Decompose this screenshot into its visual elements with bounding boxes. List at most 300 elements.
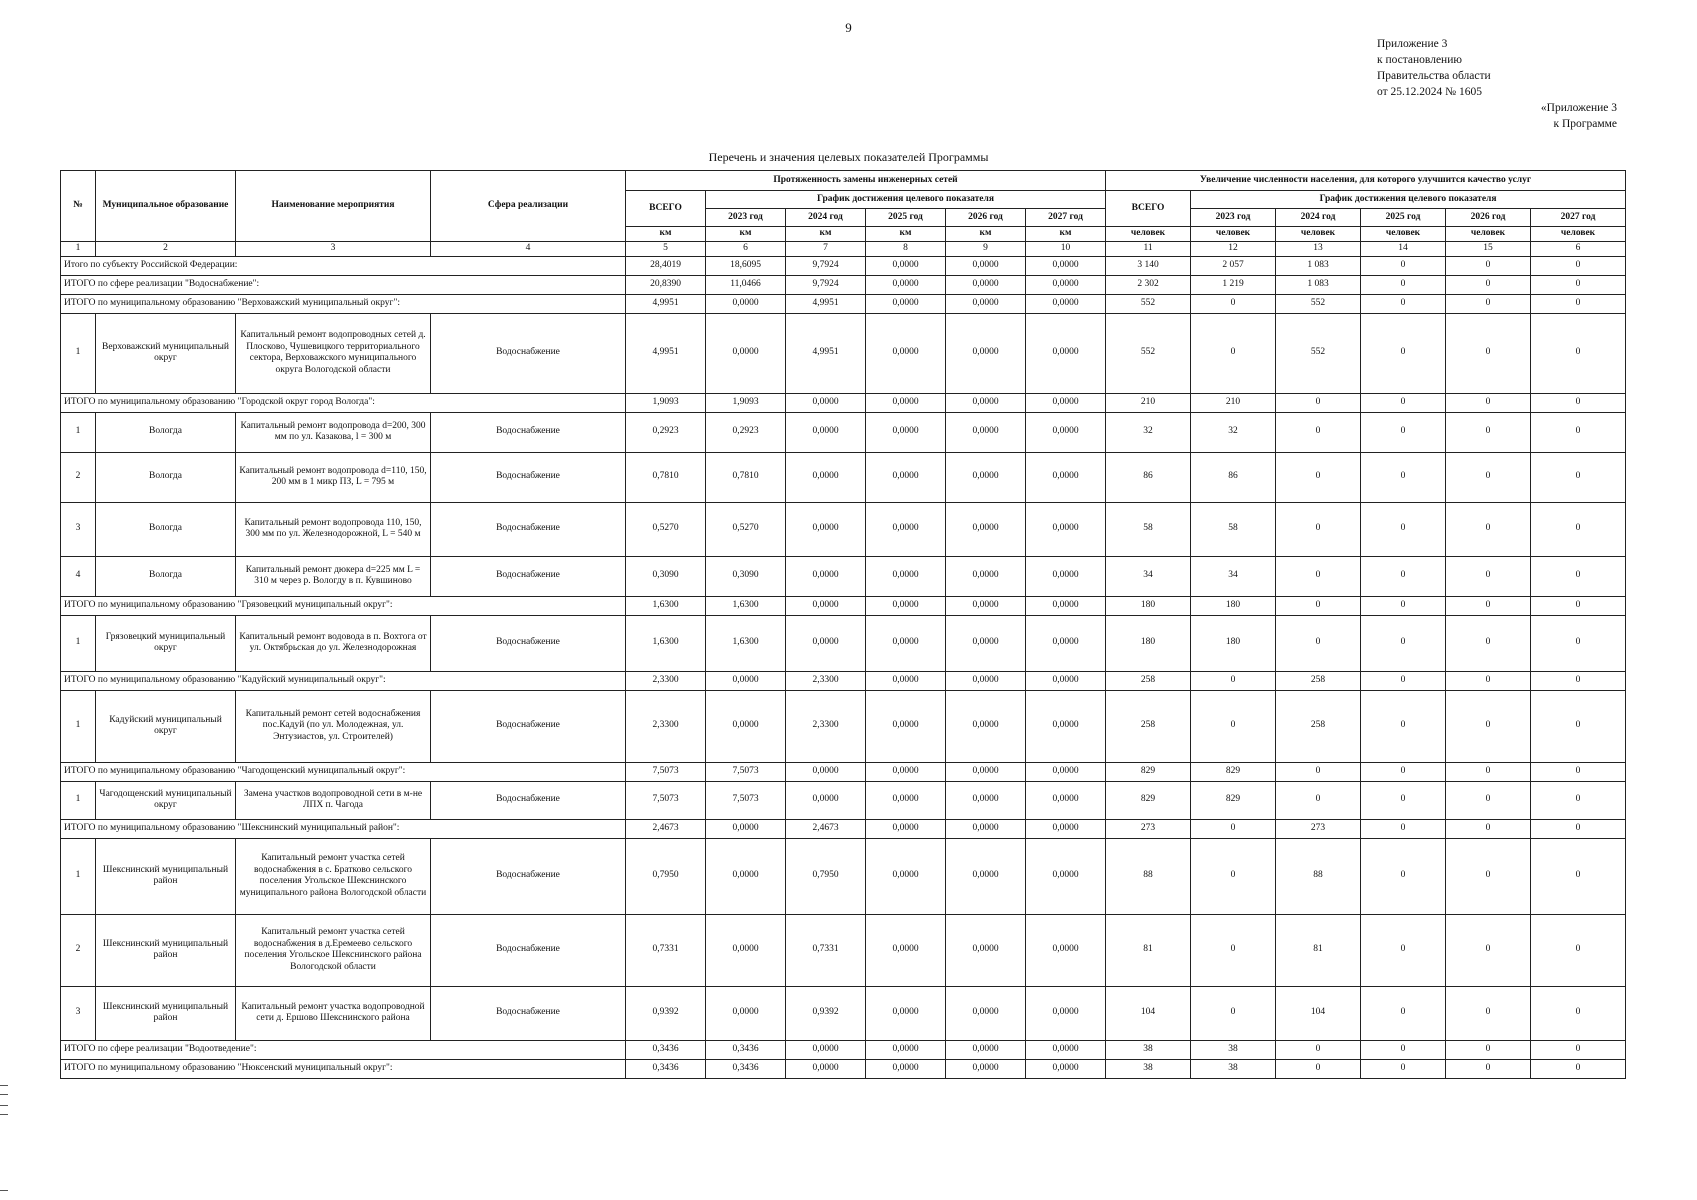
population-value-cell: 0: [1276, 452, 1361, 502]
sphere-cell: Водоснабжение: [431, 313, 626, 393]
population-value-cell: 0: [1446, 819, 1531, 838]
population-value-cell: 0: [1446, 502, 1531, 556]
row-number: 3: [61, 986, 96, 1040]
subtotal-label: ИТОГО по муниципальному образованию "Шекснинский муниципальный район":: [61, 819, 626, 838]
length-value-cell: 0,0000: [1026, 256, 1106, 275]
row-number: 1: [61, 838, 96, 914]
length-value-cell: 0,0000: [706, 294, 786, 313]
municipality-cell: Шекснинский муниципальный район: [96, 838, 236, 914]
population-value-cell: 0: [1531, 819, 1626, 838]
population-value-cell: 0: [1446, 256, 1531, 275]
population-value-cell: 0: [1446, 596, 1531, 615]
length-value-cell: 0,0000: [786, 452, 866, 502]
population-value-cell: 38: [1191, 1040, 1276, 1059]
column-number: 11: [1106, 242, 1191, 257]
appendix-program-line: к Программе: [1553, 118, 1617, 130]
population-value-cell: 0: [1446, 393, 1531, 412]
length-value-cell: 0,0000: [786, 1059, 866, 1078]
header-unit-people: человек: [1276, 227, 1361, 242]
length-value-cell: 0,0000: [866, 615, 946, 671]
population-value-cell: 34: [1191, 556, 1276, 596]
municipality-cell: Вологда: [96, 556, 236, 596]
header-schedule-people: График достижения целевого показателя: [1191, 191, 1626, 209]
population-value-cell: 0: [1276, 1059, 1361, 1078]
length-value-cell: 0,0000: [1026, 596, 1106, 615]
sphere-cell: Водоснабжение: [431, 914, 626, 986]
column-number: 6: [1531, 242, 1626, 257]
indicators-table: [60, 170, 1626, 1079]
length-value-cell: 0,0000: [1026, 502, 1106, 556]
sphere-cell: Водоснабжение: [431, 452, 626, 502]
header-population-group: Увеличение численности населения, для которого улучшится качество услуг: [1106, 171, 1626, 191]
column-number: 14: [1361, 242, 1446, 257]
table-row: [61, 838, 1626, 914]
population-value-cell: 0: [1531, 762, 1626, 781]
population-value-cell: 104: [1276, 986, 1361, 1040]
length-value-cell: 0,0000: [866, 556, 946, 596]
length-value-cell: 0,7331: [626, 914, 706, 986]
header-unit-people: человек: [1106, 227, 1191, 242]
header-schedule-km: График достижения целевого показателя: [706, 191, 1106, 209]
header-unit-people: человек: [1191, 227, 1276, 242]
population-value-cell: 0: [1361, 452, 1446, 502]
subtotal-label: ИТОГО по муниципальному образованию "Верховажский муниципальный округ":: [61, 294, 626, 313]
length-value-cell: 0,0000: [946, 313, 1026, 393]
length-value-cell: 0,0000: [706, 313, 786, 393]
population-value-cell: 1 083: [1276, 275, 1361, 294]
length-value-cell: 0,0000: [946, 690, 1026, 762]
population-value-cell: 0: [1276, 762, 1361, 781]
length-value-cell: 0,0000: [866, 819, 946, 838]
municipality-cell: Вологда: [96, 502, 236, 556]
population-value-cell: 0: [1276, 502, 1361, 556]
subtotal-label: ИТОГО по сфере реализации "Водоснабжение":: [61, 275, 626, 294]
subtotal-label: ИТОГО по муниципальному образованию "Городской округ город Вологда":: [61, 393, 626, 412]
length-value-cell: 0,0000: [1026, 781, 1106, 819]
row-number: 1: [61, 615, 96, 671]
population-value-cell: 0: [1191, 819, 1276, 838]
table-row: [61, 690, 1626, 762]
length-value-cell: 0,0000: [866, 313, 946, 393]
length-value-cell: 0,0000: [706, 914, 786, 986]
length-value-cell: 18,6095: [706, 256, 786, 275]
population-value-cell: 0: [1446, 452, 1531, 502]
population-value-cell: 0: [1446, 986, 1531, 1040]
column-number: 9: [946, 242, 1026, 257]
population-value-cell: 829: [1191, 762, 1276, 781]
length-value-cell: 2,4673: [626, 819, 706, 838]
population-value-cell: 552: [1276, 313, 1361, 393]
length-value-cell: 0,0000: [866, 275, 946, 294]
length-value-cell: 0,0000: [1026, 556, 1106, 596]
length-value-cell: 0,0000: [1026, 275, 1106, 294]
table-body: [61, 256, 1626, 1078]
length-value-cell: 11,0466: [706, 275, 786, 294]
row-number: 2: [61, 452, 96, 502]
population-value-cell: 88: [1276, 838, 1361, 914]
length-value-cell: 1,6300: [706, 615, 786, 671]
population-value-cell: 273: [1106, 819, 1191, 838]
column-number: 8: [866, 242, 946, 257]
header-unit-people: человек: [1531, 227, 1626, 242]
column-number: 13: [1276, 242, 1361, 257]
population-value-cell: 0: [1446, 294, 1531, 313]
header-unit-people: человек: [1446, 227, 1531, 242]
length-value-cell: 0,3436: [706, 1059, 786, 1078]
population-value-cell: 0: [1446, 615, 1531, 671]
population-value-cell: 0: [1446, 1059, 1531, 1078]
population-value-cell: 2 302: [1106, 275, 1191, 294]
length-value-cell: 0,0000: [866, 986, 946, 1040]
population-value-cell: 58: [1191, 502, 1276, 556]
population-value-cell: 0: [1191, 313, 1276, 393]
length-value-cell: 0,0000: [1026, 452, 1106, 502]
population-value-cell: 0: [1276, 556, 1361, 596]
length-value-cell: 0,2923: [626, 412, 706, 452]
length-value-cell: 0,0000: [946, 294, 1026, 313]
length-value-cell: 0,0000: [946, 819, 1026, 838]
population-value-cell: 0: [1531, 838, 1626, 914]
population-value-cell: 0: [1361, 986, 1446, 1040]
population-value-cell: 0: [1361, 275, 1446, 294]
subtotal-row: [61, 393, 1626, 412]
sphere-cell: Водоснабжение: [431, 838, 626, 914]
population-value-cell: 0: [1361, 502, 1446, 556]
length-value-cell: 0,0000: [946, 615, 1026, 671]
population-value-cell: 0: [1361, 412, 1446, 452]
length-value-cell: 0,0000: [866, 762, 946, 781]
length-value-cell: 0,0000: [706, 819, 786, 838]
length-value-cell: 0,0000: [866, 294, 946, 313]
length-value-cell: 1,9093: [706, 393, 786, 412]
population-value-cell: 0: [1276, 781, 1361, 819]
municipality-cell: Вологда: [96, 452, 236, 502]
length-value-cell: 0,0000: [866, 838, 946, 914]
population-value-cell: 0: [1531, 615, 1626, 671]
length-value-cell: 0,0000: [866, 914, 946, 986]
population-value-cell: 38: [1106, 1040, 1191, 1059]
length-value-cell: 9,7924: [786, 256, 866, 275]
header-year: 2026 год: [1446, 209, 1531, 227]
population-value-cell: 58: [1106, 502, 1191, 556]
population-value-cell: 0: [1531, 914, 1626, 986]
population-value-cell: 81: [1106, 914, 1191, 986]
table-row: [61, 556, 1626, 596]
column-number: 15: [1446, 242, 1531, 257]
sphere-cell: Водоснабжение: [431, 690, 626, 762]
length-value-cell: 0,0000: [866, 393, 946, 412]
sphere-cell: Водоснабжение: [431, 502, 626, 556]
column-number: 7: [786, 242, 866, 257]
subtotal-label: Итого по субъекту Российской Федерации:: [61, 256, 626, 275]
population-value-cell: 0: [1276, 596, 1361, 615]
subtotal-label: ИТОГО по муниципальному образованию "Кадуйский муниципальный округ":: [61, 671, 626, 690]
population-value-cell: 829: [1191, 781, 1276, 819]
activity-cell: Капитальный ремонт водопровода d=200, 300 мм по ул. Казакова, l = 300 м: [236, 412, 431, 452]
activity-cell: Капитальный ремонт участка сетей водоснабжения в д.Еремеево сельского поселения Угольское Шекснинского района Вологодской области: [236, 914, 431, 986]
length-value-cell: 0,0000: [1026, 671, 1106, 690]
population-value-cell: 0: [1276, 1040, 1361, 1059]
header-year: 2026 год: [946, 209, 1026, 227]
population-value-cell: 0: [1361, 671, 1446, 690]
length-value-cell: 0,0000: [786, 781, 866, 819]
column-number: 5: [626, 242, 706, 257]
row-number: 2: [61, 914, 96, 986]
population-value-cell: 0: [1191, 294, 1276, 313]
activity-cell: Капитальный ремонт сетей водоснабжения пос.Кадуй (по ул. Молодежная, ул. Энтузиастов, ул. Строителей): [236, 690, 431, 762]
subtotal-label: ИТОГО по муниципальному образованию "Грязовецкий муниципальный округ":: [61, 596, 626, 615]
length-value-cell: 0,0000: [946, 502, 1026, 556]
population-value-cell: 0: [1361, 819, 1446, 838]
population-value-cell: 210: [1191, 393, 1276, 412]
sphere-cell: Водоснабжение: [431, 781, 626, 819]
population-value-cell: 0: [1531, 986, 1626, 1040]
population-value-cell: 0: [1446, 762, 1531, 781]
length-value-cell: 2,3300: [626, 690, 706, 762]
length-value-cell: 4,9951: [626, 294, 706, 313]
length-value-cell: 4,9951: [786, 313, 866, 393]
length-value-cell: 7,5073: [626, 762, 706, 781]
length-value-cell: 0,0000: [786, 596, 866, 615]
length-value-cell: 0,3436: [706, 1040, 786, 1059]
length-value-cell: 0,0000: [866, 1040, 946, 1059]
length-value-cell: 0,9392: [626, 986, 706, 1040]
population-value-cell: 34: [1106, 556, 1191, 596]
header-unit-km: км: [946, 227, 1026, 242]
population-value-cell: 552: [1106, 294, 1191, 313]
header-sphere: Сфера реализации: [431, 171, 626, 242]
population-value-cell: 0: [1191, 838, 1276, 914]
length-value-cell: 0,0000: [946, 393, 1026, 412]
table-row: [61, 313, 1626, 393]
population-value-cell: 0: [1361, 393, 1446, 412]
length-value-cell: 0,0000: [946, 1059, 1026, 1078]
appendix-header: [1377, 36, 1597, 100]
subtotal-row: [61, 596, 1626, 615]
population-value-cell: 258: [1276, 671, 1361, 690]
column-number: 10: [1026, 242, 1106, 257]
length-value-cell: 0,0000: [946, 914, 1026, 986]
subtotal-row: [61, 294, 1626, 313]
length-value-cell: 7,5073: [706, 781, 786, 819]
row-number: 4: [61, 556, 96, 596]
population-value-cell: 81: [1276, 914, 1361, 986]
length-value-cell: 0,0000: [1026, 819, 1106, 838]
population-value-cell: 829: [1106, 762, 1191, 781]
header-year: 2023 год: [706, 209, 786, 227]
population-value-cell: 1 219: [1191, 275, 1276, 294]
population-value-cell: 104: [1106, 986, 1191, 1040]
appendix-program: [1541, 100, 1617, 132]
appendix-program-line: «Приложение 3: [1540, 102, 1617, 114]
population-value-cell: 0: [1361, 556, 1446, 596]
length-value-cell: 0,0000: [706, 690, 786, 762]
header-year: 2027 год: [1026, 209, 1106, 227]
length-value-cell: 0,0000: [866, 690, 946, 762]
table-row: [61, 615, 1626, 671]
municipality-cell: Кадуйский муниципальный округ: [96, 690, 236, 762]
population-value-cell: 258: [1106, 671, 1191, 690]
population-value-cell: 0: [1531, 556, 1626, 596]
population-value-cell: 88: [1106, 838, 1191, 914]
length-value-cell: 0,5270: [706, 502, 786, 556]
page-number: 9: [845, 20, 852, 35]
activity-cell: Капитальный ремонт участка водопроводной сети д. Ершово Шекснинского района: [236, 986, 431, 1040]
length-value-cell: 0,0000: [866, 1059, 946, 1078]
population-value-cell: 0: [1531, 313, 1626, 393]
length-value-cell: 0,0000: [946, 556, 1026, 596]
appendix-line: от 25.12.2024 № 1605: [1377, 86, 1482, 98]
length-value-cell: 4,9951: [786, 294, 866, 313]
header-year: 2025 год: [866, 209, 946, 227]
header-municipality: Муниципальное образование: [96, 171, 236, 242]
column-number: 2: [96, 242, 236, 257]
header-length-group: Протяженность замены инженерных сетей: [626, 171, 1106, 191]
population-value-cell: 0: [1361, 313, 1446, 393]
header-year: 2027 год: [1531, 209, 1626, 227]
length-value-cell: 1,6300: [626, 596, 706, 615]
table-row: [61, 781, 1626, 819]
length-value-cell: 0,0000: [786, 556, 866, 596]
length-value-cell: 0,0000: [1026, 838, 1106, 914]
population-value-cell: 0: [1191, 671, 1276, 690]
column-number: 3: [236, 242, 431, 257]
subtotal-row: [61, 671, 1626, 690]
length-value-cell: 0,0000: [1026, 914, 1106, 986]
length-value-cell: 0,0000: [946, 1040, 1026, 1059]
municipality-cell: Шекснинский муниципальный район: [96, 986, 236, 1040]
length-value-cell: 0,0000: [706, 986, 786, 1040]
length-value-cell: 1,9093: [626, 393, 706, 412]
activity-cell: Капитальный ремонт участка сетей водоснабжения в с. Братково сельского поселения Угольское Шекснинского муниципального района Вологодской области: [236, 838, 431, 914]
header-total-people: ВСЕГО: [1106, 191, 1191, 227]
subtotal-row: [61, 1040, 1626, 1059]
population-value-cell: 0: [1446, 838, 1531, 914]
population-value-cell: 552: [1106, 313, 1191, 393]
population-value-cell: 86: [1191, 452, 1276, 502]
subtotal-label: ИТОГО по муниципальному образованию "Чагодощенский муниципальный округ":: [61, 762, 626, 781]
scan-artifact: [0, 1190, 8, 1191]
length-value-cell: 2,3300: [786, 671, 866, 690]
length-value-cell: 0,3436: [626, 1059, 706, 1078]
row-number: 1: [61, 412, 96, 452]
row-number: 1: [61, 313, 96, 393]
length-value-cell: 0,0000: [1026, 690, 1106, 762]
population-value-cell: 0: [1446, 412, 1531, 452]
header-unit-km: км: [706, 227, 786, 242]
length-value-cell: 0,7810: [626, 452, 706, 502]
population-value-cell: 0: [1361, 838, 1446, 914]
length-value-cell: 0,5270: [626, 502, 706, 556]
length-value-cell: 1,6300: [626, 615, 706, 671]
length-value-cell: 0,7331: [786, 914, 866, 986]
population-value-cell: 0: [1531, 1059, 1626, 1078]
subtotal-row: [61, 275, 1626, 294]
length-value-cell: 0,0000: [786, 762, 866, 781]
population-value-cell: 0: [1361, 914, 1446, 986]
length-value-cell: 0,3436: [626, 1040, 706, 1059]
population-value-cell: 180: [1191, 615, 1276, 671]
population-value-cell: 0: [1446, 313, 1531, 393]
population-value-cell: 0: [1361, 256, 1446, 275]
population-value-cell: 0: [1276, 615, 1361, 671]
length-value-cell: 0,0000: [946, 275, 1026, 294]
population-value-cell: 0: [1361, 1040, 1446, 1059]
scan-artifact: [0, 1085, 8, 1115]
population-value-cell: 0: [1361, 294, 1446, 313]
length-value-cell: 0,0000: [866, 256, 946, 275]
header-num: №: [61, 171, 96, 242]
length-value-cell: 2,4673: [786, 819, 866, 838]
activity-cell: Капитальный ремонт дюкера d=225 мм L = 310 м через р. Вологду в п. Кувшиново: [236, 556, 431, 596]
population-value-cell: 0: [1531, 596, 1626, 615]
length-value-cell: 0,0000: [946, 256, 1026, 275]
table-row: [61, 914, 1626, 986]
municipality-cell: Вологда: [96, 412, 236, 452]
population-value-cell: 0: [1276, 412, 1361, 452]
length-value-cell: 1,6300: [706, 596, 786, 615]
length-value-cell: 0,0000: [866, 781, 946, 819]
population-value-cell: 0: [1531, 1040, 1626, 1059]
population-value-cell: 38: [1106, 1059, 1191, 1078]
appendix-line: Приложение 3: [1377, 38, 1448, 50]
length-value-cell: 0,7950: [626, 838, 706, 914]
length-value-cell: 28,4019: [626, 256, 706, 275]
subtotal-row: [61, 1059, 1626, 1078]
length-value-cell: 0,0000: [786, 502, 866, 556]
length-value-cell: 0,0000: [1026, 986, 1106, 1040]
population-value-cell: 0: [1361, 1059, 1446, 1078]
population-value-cell: 258: [1276, 690, 1361, 762]
population-value-cell: 2 057: [1191, 256, 1276, 275]
header-year: 2024 год: [1276, 209, 1361, 227]
header-unit-km: км: [866, 227, 946, 242]
length-value-cell: 0,0000: [786, 393, 866, 412]
municipality-cell: Грязовецкий муниципальный округ: [96, 615, 236, 671]
row-number: 1: [61, 690, 96, 762]
activity-cell: Замена участков водопроводной сети в м-не ЛПХ п. Чагода: [236, 781, 431, 819]
population-value-cell: 258: [1106, 690, 1191, 762]
population-value-cell: 0: [1191, 914, 1276, 986]
population-value-cell: 0: [1446, 671, 1531, 690]
population-value-cell: 0: [1531, 412, 1626, 452]
population-value-cell: 180: [1191, 596, 1276, 615]
header-unit-km: км: [1026, 227, 1106, 242]
sphere-cell: Водоснабжение: [431, 615, 626, 671]
header-year: 2023 год: [1191, 209, 1276, 227]
municipality-cell: Верховажский муниципальный округ: [96, 313, 236, 393]
population-value-cell: 0: [1361, 781, 1446, 819]
population-value-cell: 86: [1106, 452, 1191, 502]
header-total-km: ВСЕГО: [626, 191, 706, 227]
length-value-cell: 0,0000: [706, 838, 786, 914]
length-value-cell: 0,0000: [866, 596, 946, 615]
subtotal-row: [61, 819, 1626, 838]
length-value-cell: 0,3090: [706, 556, 786, 596]
population-value-cell: 0: [1531, 275, 1626, 294]
population-value-cell: 0: [1531, 452, 1626, 502]
population-value-cell: 0: [1191, 690, 1276, 762]
column-number-row: [61, 242, 1626, 257]
appendix-line: к постановлению: [1377, 54, 1462, 66]
length-value-cell: 0,0000: [786, 615, 866, 671]
length-value-cell: 0,0000: [1026, 313, 1106, 393]
length-value-cell: 9,7924: [786, 275, 866, 294]
population-value-cell: 552: [1276, 294, 1361, 313]
length-value-cell: 0,0000: [1026, 294, 1106, 313]
table-row: [61, 452, 1626, 502]
population-value-cell: 1 083: [1276, 256, 1361, 275]
